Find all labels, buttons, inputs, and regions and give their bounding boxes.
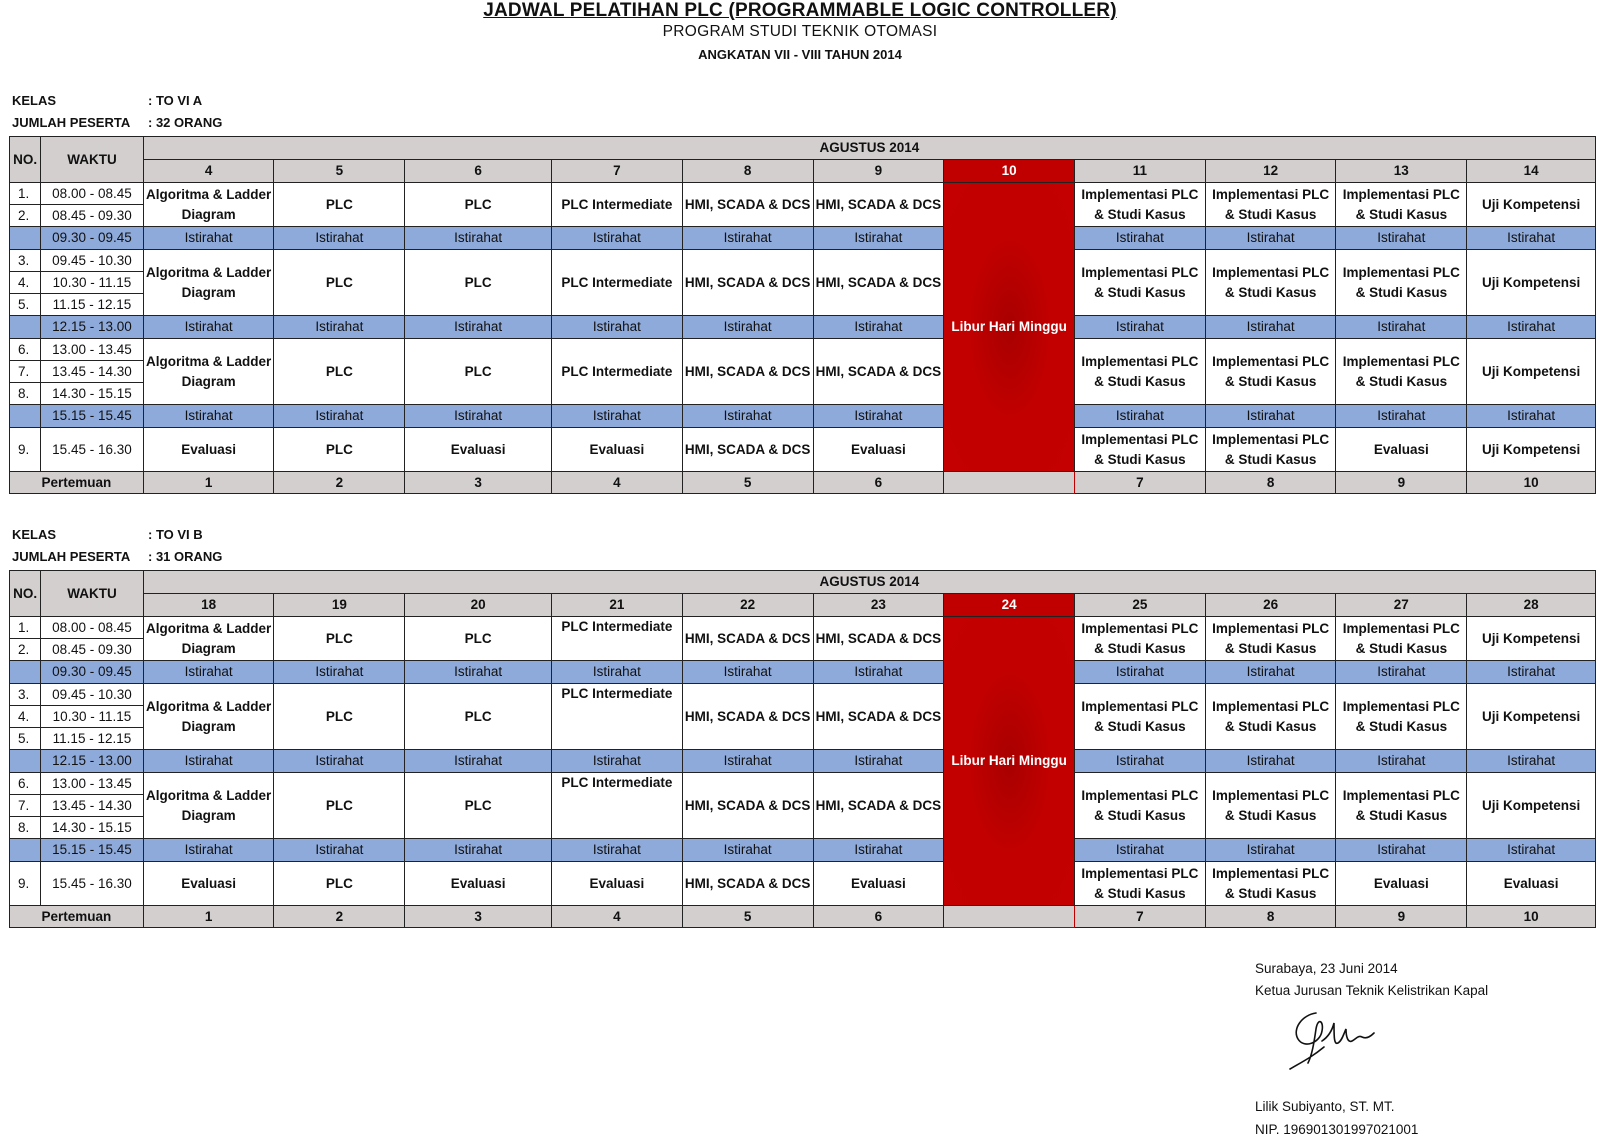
header-waktu: WAKTU (41, 137, 144, 183)
row-no: 7. (10, 795, 41, 817)
break-cell: Istirahat (405, 227, 552, 250)
session-cell: Evaluasi (143, 862, 274, 906)
session-cell: Algoritma & Ladder Diagram (143, 617, 274, 661)
session-cell: HMI, SCADA & DCS (682, 428, 813, 472)
session-cell: Uji Kompetensi (1467, 684, 1596, 750)
session-cell: Implementasi PLC & Studi Kasus (1205, 862, 1336, 906)
session-cell: Implementasi PLC & Studi Kasus (1205, 773, 1336, 839)
session-cell: Implementasi PLC & Studi Kasus (1205, 428, 1336, 472)
header-date: 25 (1074, 594, 1205, 617)
break-cell: Istirahat (1074, 839, 1205, 862)
jumlah-label: JUMLAH PESERTA (12, 115, 131, 130)
footer-pertemuan-number: 4 (552, 472, 683, 494)
session-cell: Evaluasi (405, 862, 552, 906)
session-cell: Evaluasi (552, 862, 683, 906)
break-cell: Istirahat (274, 661, 405, 684)
row-time: 11.15 - 12.15 (41, 728, 144, 750)
footer-pertemuan-number: 8 (1205, 906, 1336, 928)
session-cell: PLC (405, 684, 552, 750)
class-a-kelas (12, 93, 202, 108)
session-cell: Implementasi PLC & Studi Kasus (1074, 862, 1205, 906)
break-cell: Istirahat (405, 316, 552, 339)
kelas-label: KELAS (12, 527, 57, 542)
signature-place-date: Surabaya, 23 Juni 2014 (1255, 961, 1398, 976)
row-no (10, 661, 41, 684)
row-no: 3. (10, 684, 41, 706)
row-time: 09.30 - 09.45 (41, 661, 144, 684)
header-date: 26 (1205, 594, 1336, 617)
header-date: 11 (1074, 160, 1205, 183)
header-date: 8 (682, 160, 813, 183)
header-date: 20 (405, 594, 552, 617)
row-time: 13.00 - 13.45 (41, 773, 144, 795)
signature-position: Ketua Jurusan Teknik Kelistrikan Kapal (1255, 983, 1489, 998)
session-cell: Uji Kompetensi (1467, 183, 1596, 227)
session-cell: Evaluasi (813, 862, 944, 906)
kelas-label: KELAS (12, 93, 57, 108)
footer-pertemuan-number: 1 (143, 906, 274, 928)
session-cell: Algoritma & Ladder Diagram (143, 339, 274, 405)
handwritten-signature (1282, 1007, 1392, 1077)
session-cell: PLC Intermediate (552, 339, 683, 405)
break-cell: Istirahat (1205, 405, 1336, 428)
break-cell: Istirahat (1336, 405, 1467, 428)
session-cell: PLC (274, 862, 405, 906)
session-cell: HMI, SCADA & DCS (682, 339, 813, 405)
footer-pertemuan-number: 7 (1074, 472, 1205, 494)
session-cell: HMI, SCADA & DCS (682, 684, 813, 750)
session-cell: PLC (405, 250, 552, 316)
break-cell: Istirahat (1467, 750, 1596, 773)
session-cell: PLC Intermediate (552, 183, 683, 227)
break-cell: Istirahat (1467, 839, 1596, 862)
footer-pertemuan-number: 4 (552, 906, 683, 928)
footer-pertemuan-number: 3 (405, 906, 552, 928)
header-date: 6 (405, 160, 552, 183)
row-no: 4. (10, 706, 41, 728)
session-cell: Evaluasi (405, 428, 552, 472)
header-date: 22 (682, 594, 813, 617)
break-cell: Istirahat (552, 839, 683, 862)
break-cell: Istirahat (813, 839, 944, 862)
row-no (10, 227, 41, 250)
header-no: NO. (10, 137, 41, 183)
session-cell: HMI, SCADA & DCS (682, 862, 813, 906)
session-cell: Implementasi PLC & Studi Kasus (1336, 183, 1467, 227)
session-cell: PLC (274, 773, 405, 839)
session-cell: Algoritma & Ladder Diagram (143, 773, 274, 839)
row-no: 2. (10, 205, 41, 227)
session-cell: HMI, SCADA & DCS (813, 250, 944, 316)
break-cell: Istirahat (143, 405, 274, 428)
header-date: 9 (813, 160, 944, 183)
row-no: 9. (10, 862, 41, 906)
jumlah-value: : 31 ORANG (148, 549, 223, 564)
session-cell: PLC Intermediate (552, 684, 683, 750)
session-cell: Algoritma & Ladder Diagram (143, 183, 274, 227)
row-time: 13.45 - 14.30 (41, 795, 144, 817)
footer-pertemuan-number: 10 (1467, 906, 1596, 928)
break-cell: Istirahat (143, 750, 274, 773)
break-cell: Istirahat (274, 227, 405, 250)
break-cell: Istirahat (1336, 227, 1467, 250)
header-no: NO. (10, 571, 41, 617)
session-cell: HMI, SCADA & DCS (682, 773, 813, 839)
break-cell: Istirahat (1205, 316, 1336, 339)
session-cell: PLC Intermediate (552, 250, 683, 316)
break-cell: Istirahat (1074, 405, 1205, 428)
session-cell: HMI, SCADA & DCS (682, 250, 813, 316)
footer-pertemuan-number: 2 (274, 472, 405, 494)
kelas-value: : TO VI A (148, 93, 203, 108)
row-time: 14.30 - 15.15 (41, 383, 144, 405)
session-cell: Implementasi PLC & Studi Kasus (1074, 250, 1205, 316)
row-time: 09.45 - 10.30 (41, 684, 144, 706)
session-cell: HMI, SCADA & DCS (813, 183, 944, 227)
break-cell: Istirahat (405, 661, 552, 684)
session-cell: Implementasi PLC & Studi Kasus (1336, 250, 1467, 316)
row-time: 08.45 - 09.30 (41, 639, 144, 661)
session-cell: Uji Kompetensi (1467, 250, 1596, 316)
class-a-jumlah (12, 115, 222, 130)
row-no (10, 750, 41, 773)
break-cell: Istirahat (813, 316, 944, 339)
break-cell: Istirahat (143, 661, 274, 684)
footer-pertemuan-label: Pertemuan (10, 472, 144, 494)
break-cell: Istirahat (274, 750, 405, 773)
row-time: 12.15 - 13.00 (41, 316, 144, 339)
break-cell: Istirahat (143, 227, 274, 250)
row-time: 15.15 - 15.45 (41, 405, 144, 428)
row-no: 1. (10, 183, 41, 205)
break-cell: Istirahat (682, 839, 813, 862)
header-date: 12 (1205, 160, 1336, 183)
session-cell: Implementasi PLC & Studi Kasus (1205, 684, 1336, 750)
row-no: 9. (10, 428, 41, 472)
row-no (10, 316, 41, 339)
session-cell: Uji Kompetensi (1467, 339, 1596, 405)
break-cell: Istirahat (1205, 750, 1336, 773)
session-cell: Uji Kompetensi (1467, 773, 1596, 839)
footer-pertemuan-number: 10 (1467, 472, 1596, 494)
session-cell: Implementasi PLC & Studi Kasus (1336, 684, 1467, 750)
break-cell: Istirahat (1074, 227, 1205, 250)
footer-pertemuan-label: Pertemuan (10, 906, 144, 928)
row-no: 6. (10, 773, 41, 795)
row-time: 10.30 - 11.15 (41, 706, 144, 728)
footer-pertemuan-number: 8 (1205, 472, 1336, 494)
break-cell: Istirahat (552, 405, 683, 428)
session-cell: Evaluasi (143, 428, 274, 472)
row-time: 15.45 - 16.30 (41, 862, 144, 906)
session-cell: Uji Kompetensi (1467, 428, 1596, 472)
footer-pertemuan-number: 7 (1074, 906, 1205, 928)
footer-holiday-cell (944, 906, 1075, 928)
row-no: 8. (10, 817, 41, 839)
break-cell: Istirahat (1336, 750, 1467, 773)
session-cell: Implementasi PLC & Studi Kasus (1205, 617, 1336, 661)
header-date: 27 (1336, 594, 1467, 617)
break-cell: Istirahat (813, 227, 944, 250)
break-cell: Istirahat (682, 750, 813, 773)
header-date: 7 (552, 160, 683, 183)
break-cell: Istirahat (552, 750, 683, 773)
break-cell: Istirahat (682, 316, 813, 339)
row-no (10, 405, 41, 428)
session-cell: Evaluasi (1336, 428, 1467, 472)
session-cell: HMI, SCADA & DCS (813, 617, 944, 661)
row-time: 14.30 - 15.15 (41, 817, 144, 839)
row-time: 13.45 - 14.30 (41, 361, 144, 383)
footer-pertemuan-number: 5 (682, 906, 813, 928)
break-cell: Istirahat (1074, 661, 1205, 684)
session-cell: Implementasi PLC & Studi Kasus (1074, 428, 1205, 472)
footer-pertemuan-number: 2 (274, 906, 405, 928)
row-time: 10.30 - 11.15 (41, 272, 144, 294)
row-time: 08.00 - 08.45 (41, 183, 144, 205)
session-cell: Implementasi PLC & Studi Kasus (1205, 250, 1336, 316)
schedule-table (9, 570, 1596, 928)
break-cell: Istirahat (1336, 839, 1467, 862)
row-time: 09.30 - 09.45 (41, 227, 144, 250)
footer-pertemuan-number: 9 (1336, 906, 1467, 928)
class-b-kelas (12, 527, 203, 542)
row-time: 09.45 - 10.30 (41, 250, 144, 272)
signature-nip: NIP. 196901301997021001 (1255, 1122, 1419, 1137)
row-no: 5. (10, 728, 41, 750)
session-cell: Implementasi PLC & Studi Kasus (1074, 183, 1205, 227)
header-date: 10 (944, 160, 1075, 183)
break-cell: Istirahat (682, 227, 813, 250)
break-cell: Istirahat (813, 750, 944, 773)
footer-pertemuan-number: 3 (405, 472, 552, 494)
break-cell: Istirahat (274, 316, 405, 339)
session-cell: PLC (405, 773, 552, 839)
signature-name: Lilik Subiyanto, ST. MT. (1255, 1099, 1395, 1114)
session-cell: PLC (405, 183, 552, 227)
footer-pertemuan-number: 6 (813, 472, 944, 494)
row-no: 8. (10, 383, 41, 405)
break-cell: Istirahat (682, 661, 813, 684)
break-cell: Istirahat (405, 839, 552, 862)
jumlah-label: JUMLAH PESERTA (12, 549, 131, 564)
row-time: 12.15 - 13.00 (41, 750, 144, 773)
row-time: 11.15 - 12.15 (41, 294, 144, 316)
header-date: 23 (813, 594, 944, 617)
session-cell: Evaluasi (1336, 862, 1467, 906)
break-cell: Istirahat (1205, 227, 1336, 250)
row-no: 3. (10, 250, 41, 272)
break-cell: Istirahat (1205, 661, 1336, 684)
document-title: JADWAL PELATIHAN PLC (PROGRAMMABLE LOGIC CONTROLLER) (483, 0, 1117, 21)
break-cell: Istirahat (143, 839, 274, 862)
row-no: 2. (10, 639, 41, 661)
session-cell: PLC Intermediate (552, 773, 683, 839)
session-cell: HMI, SCADA & DCS (813, 684, 944, 750)
header-month: AGUSTUS 2014 (143, 571, 1595, 594)
session-cell: PLC (274, 250, 405, 316)
session-cell: Implementasi PLC & Studi Kasus (1205, 183, 1336, 227)
break-cell: Istirahat (813, 661, 944, 684)
row-no: 5. (10, 294, 41, 316)
row-time: 15.15 - 15.45 (41, 839, 144, 862)
class-b-jumlah (12, 549, 222, 564)
break-cell: Istirahat (405, 750, 552, 773)
session-cell: Implementasi PLC & Studi Kasus (1074, 684, 1205, 750)
row-no: 1. (10, 617, 41, 639)
break-cell: Istirahat (1467, 316, 1596, 339)
footer-pertemuan-number: 9 (1336, 472, 1467, 494)
session-cell: Uji Kompetensi (1467, 617, 1596, 661)
session-cell: Implementasi PLC & Studi Kasus (1074, 339, 1205, 405)
footer-pertemuan-number: 1 (143, 472, 274, 494)
header-date: 14 (1467, 160, 1596, 183)
session-cell: PLC (274, 684, 405, 750)
footer-holiday-cell (944, 472, 1075, 494)
header-date: 4 (143, 160, 274, 183)
session-cell: Evaluasi (813, 428, 944, 472)
row-time: 08.45 - 09.30 (41, 205, 144, 227)
break-cell: Istirahat (813, 405, 944, 428)
session-cell: HMI, SCADA & DCS (813, 339, 944, 405)
row-time: 15.45 - 16.30 (41, 428, 144, 472)
break-cell: Istirahat (552, 227, 683, 250)
break-cell: Istirahat (405, 405, 552, 428)
break-cell: Istirahat (143, 316, 274, 339)
row-no: 4. (10, 272, 41, 294)
break-cell: Istirahat (1467, 405, 1596, 428)
holiday-cell: Libur Hari Minggu (944, 617, 1075, 906)
session-cell: PLC (405, 339, 552, 405)
header-month: AGUSTUS 2014 (143, 137, 1595, 160)
session-cell: PLC (274, 339, 405, 405)
header-date: 21 (552, 594, 683, 617)
break-cell: Istirahat (1336, 316, 1467, 339)
session-cell: Implementasi PLC & Studi Kasus (1336, 773, 1467, 839)
break-cell: Istirahat (274, 405, 405, 428)
holiday-cell: Libur Hari Minggu (944, 183, 1075, 472)
row-time: 08.00 - 08.45 (41, 617, 144, 639)
document-subtitle-year: ANGKATAN VII - VIII TAHUN 2014 (698, 47, 902, 62)
break-cell: Istirahat (1336, 661, 1467, 684)
break-cell: Istirahat (1205, 839, 1336, 862)
break-cell: Istirahat (682, 405, 813, 428)
session-cell: Implementasi PLC & Studi Kasus (1074, 773, 1205, 839)
header-date: 19 (274, 594, 405, 617)
session-cell: Implementasi PLC & Studi Kasus (1336, 617, 1467, 661)
session-cell: Algoritma & Ladder Diagram (143, 684, 274, 750)
jumlah-value: : 32 ORANG (148, 115, 223, 130)
break-cell: Istirahat (274, 839, 405, 862)
session-cell: HMI, SCADA & DCS (682, 183, 813, 227)
schedule-table (9, 136, 1596, 494)
session-cell: Evaluasi (1467, 862, 1596, 906)
session-cell: Algoritma & Ladder Diagram (143, 250, 274, 316)
session-cell: PLC (274, 428, 405, 472)
header-date: 13 (1336, 160, 1467, 183)
break-cell: Istirahat (1467, 661, 1596, 684)
header-date: 5 (274, 160, 405, 183)
session-cell: Evaluasi (552, 428, 683, 472)
break-cell: Istirahat (1074, 750, 1205, 773)
header-date: 24 (944, 594, 1075, 617)
session-cell: PLC (274, 617, 405, 661)
session-cell: PLC (274, 183, 405, 227)
session-cell: HMI, SCADA & DCS (813, 773, 944, 839)
break-cell: Istirahat (1467, 227, 1596, 250)
kelas-value: : TO VI B (148, 527, 203, 542)
header-date: 18 (143, 594, 274, 617)
session-cell: Implementasi PLC & Studi Kasus (1336, 339, 1467, 405)
row-time: 13.00 - 13.45 (41, 339, 144, 361)
session-cell: PLC Intermediate (552, 617, 683, 661)
footer-pertemuan-number: 6 (813, 906, 944, 928)
session-cell: PLC (405, 617, 552, 661)
break-cell: Istirahat (552, 661, 683, 684)
session-cell: Implementasi PLC & Studi Kasus (1205, 339, 1336, 405)
header-waktu: WAKTU (41, 571, 144, 617)
session-cell: HMI, SCADA & DCS (682, 617, 813, 661)
break-cell: Istirahat (1074, 316, 1205, 339)
break-cell: Istirahat (552, 316, 683, 339)
footer-pertemuan-number: 5 (682, 472, 813, 494)
document-subtitle: PROGRAM STUDI TEKNIK OTOMASI (662, 23, 938, 40)
row-no (10, 839, 41, 862)
header-date: 28 (1467, 594, 1596, 617)
row-no: 6. (10, 339, 41, 361)
row-no: 7. (10, 361, 41, 383)
session-cell: Implementasi PLC & Studi Kasus (1074, 617, 1205, 661)
